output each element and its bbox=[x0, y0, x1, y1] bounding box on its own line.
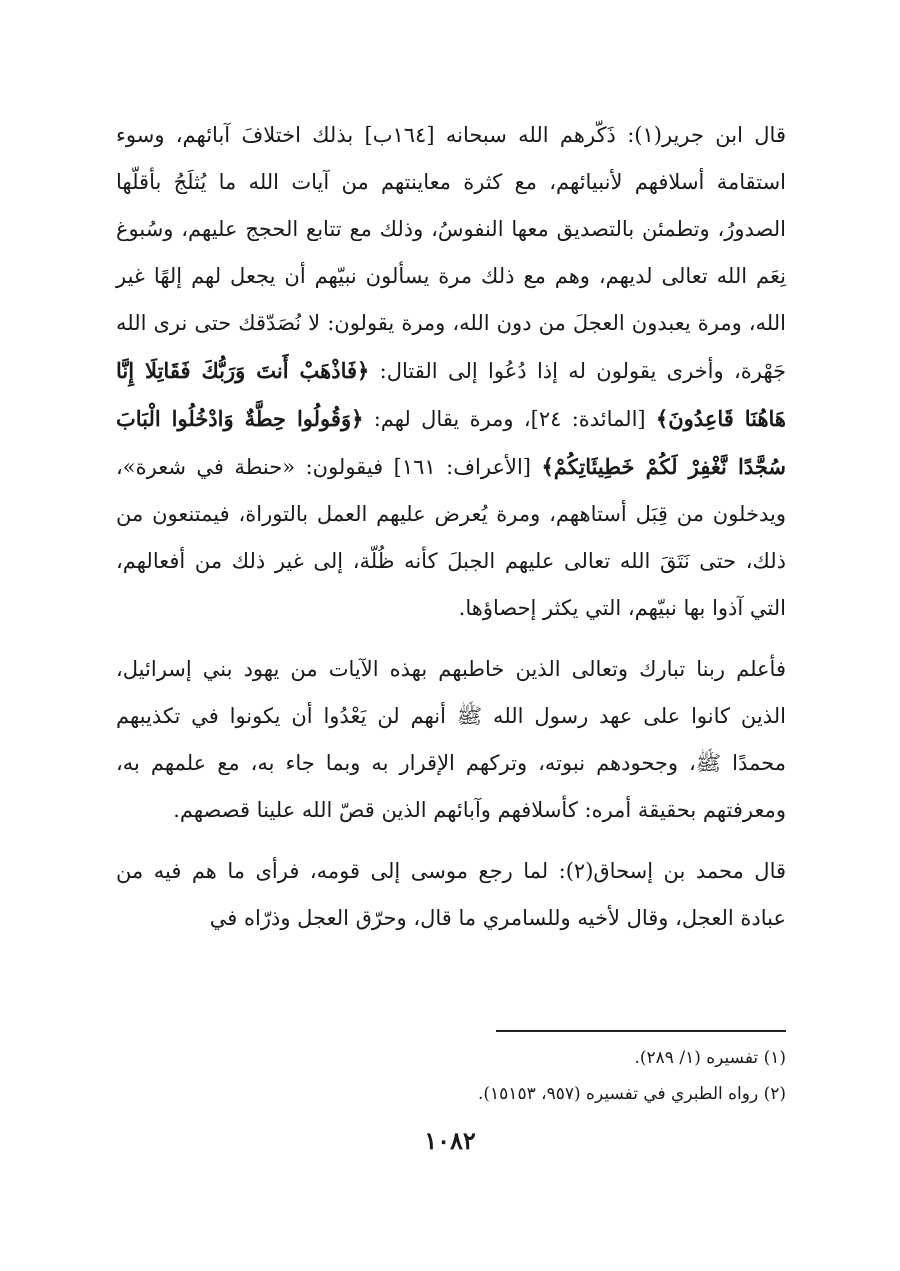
paragraph-text: فأعلم ربنا تبارك وتعالى الذين خاطبهم بهذه الآيات من يهود بني إسرائيل، الذين كانوا على عهد رسول الله ﷺ أنهم لن يَعْدُوا أن يكونوا في تكذيبهم محمدًا ﷺ، وجحودهم نبوته، وتركهم الإقرار به وبما جاء به، مع علمهم به، ومعرفتهم بحقيقة أمره: كأسلافهم وآبائهم الذين قصّ الله علينا قصصهم. bbox=[116, 657, 786, 822]
footnote-2: (٢) رواه الطبري في تفسيره (٩٥٧، ١٥١٥٣). bbox=[478, 1084, 786, 1104]
page-number: ١٠٨٢ bbox=[424, 1126, 476, 1155]
paragraph-text: قال محمد بن إسحاق(٢): لما رجع موسى إلى قومه، فرأى ما هم فيه من عبادة العجل، وقال لأخيه وللسامري ما قال، وحرّق العجل وذرّاه في bbox=[116, 859, 787, 930]
footnotes bbox=[116, 1040, 786, 1112]
footnote-1: (١) تفسيره (١/ ٢٨٩). bbox=[634, 1048, 786, 1068]
paragraph-bani-israil bbox=[116, 646, 786, 834]
quran-verse-maidah: ﴿فَاذْهَبْ أَنتَ وَرَبُّكَ فَقَاتِلَا إِنَّا هَاهُنَا قَاعِدُونَ﴾ bbox=[116, 358, 787, 431]
paragraph-text: [المائدة: ٢٤]، ومرة يقال لهم: bbox=[363, 407, 656, 431]
page-body bbox=[116, 112, 786, 942]
paragraph-ibn-jarir bbox=[116, 112, 786, 632]
paragraph-ibn-ishaq bbox=[116, 848, 786, 942]
paragraph-text: قال ابن جرير(١): ذَكّرهم الله سبحانه [١٦٤ب] بذلك اختلافَ آبائهم، وسوء استقامة أسلافهم لأنبيائهم، مع كثرة معاينتهم من آيات الله ما يُثلَجُ بأقلّها الصدورُ، وتطمئن بالتصديق معها النفوسُ، وذلك مع تتابع الحجج عليهم، وسُبوغ نِعَم الله تعالى لديهم، وهم مع ذلك مرة يسألون نبيّهم أن يجعل لهم إلهًا غير الله، ومرة يعبدون العجلَ من دون الله، ومرة يقولون: لا نُصَدّقك حتى نرى الله جَهْرة، وأخرى يقولون له إذا دُعُوا إلى القتال: bbox=[116, 123, 786, 383]
paragraph-text: [الأعراف: ١٦١] فيقولون: «حنطة في شعرة»، ويدخلون من قِبَل أستاههم، ومرة يُعرض عليهم العمل بالتوراة، فيمتنعون من ذلك، حتى نَتَقَ الله تعالى عليهم الجبلَ كأنه ظُلّة، إلى غير ذلك من أفعالهم، التي آذوا بها نبيّهم، التي يكثر إحصاؤها. bbox=[116, 455, 786, 620]
quran-verse-araf: ﴿وَقُولُوا حِطَّةٌ وَادْخُلُوا الْبَابَ سُجَّدًا نَّغْفِرْ لَكُمْ خَطِيئَاتِكُمْ﴾ bbox=[116, 406, 786, 479]
footnote-divider bbox=[496, 1030, 786, 1032]
